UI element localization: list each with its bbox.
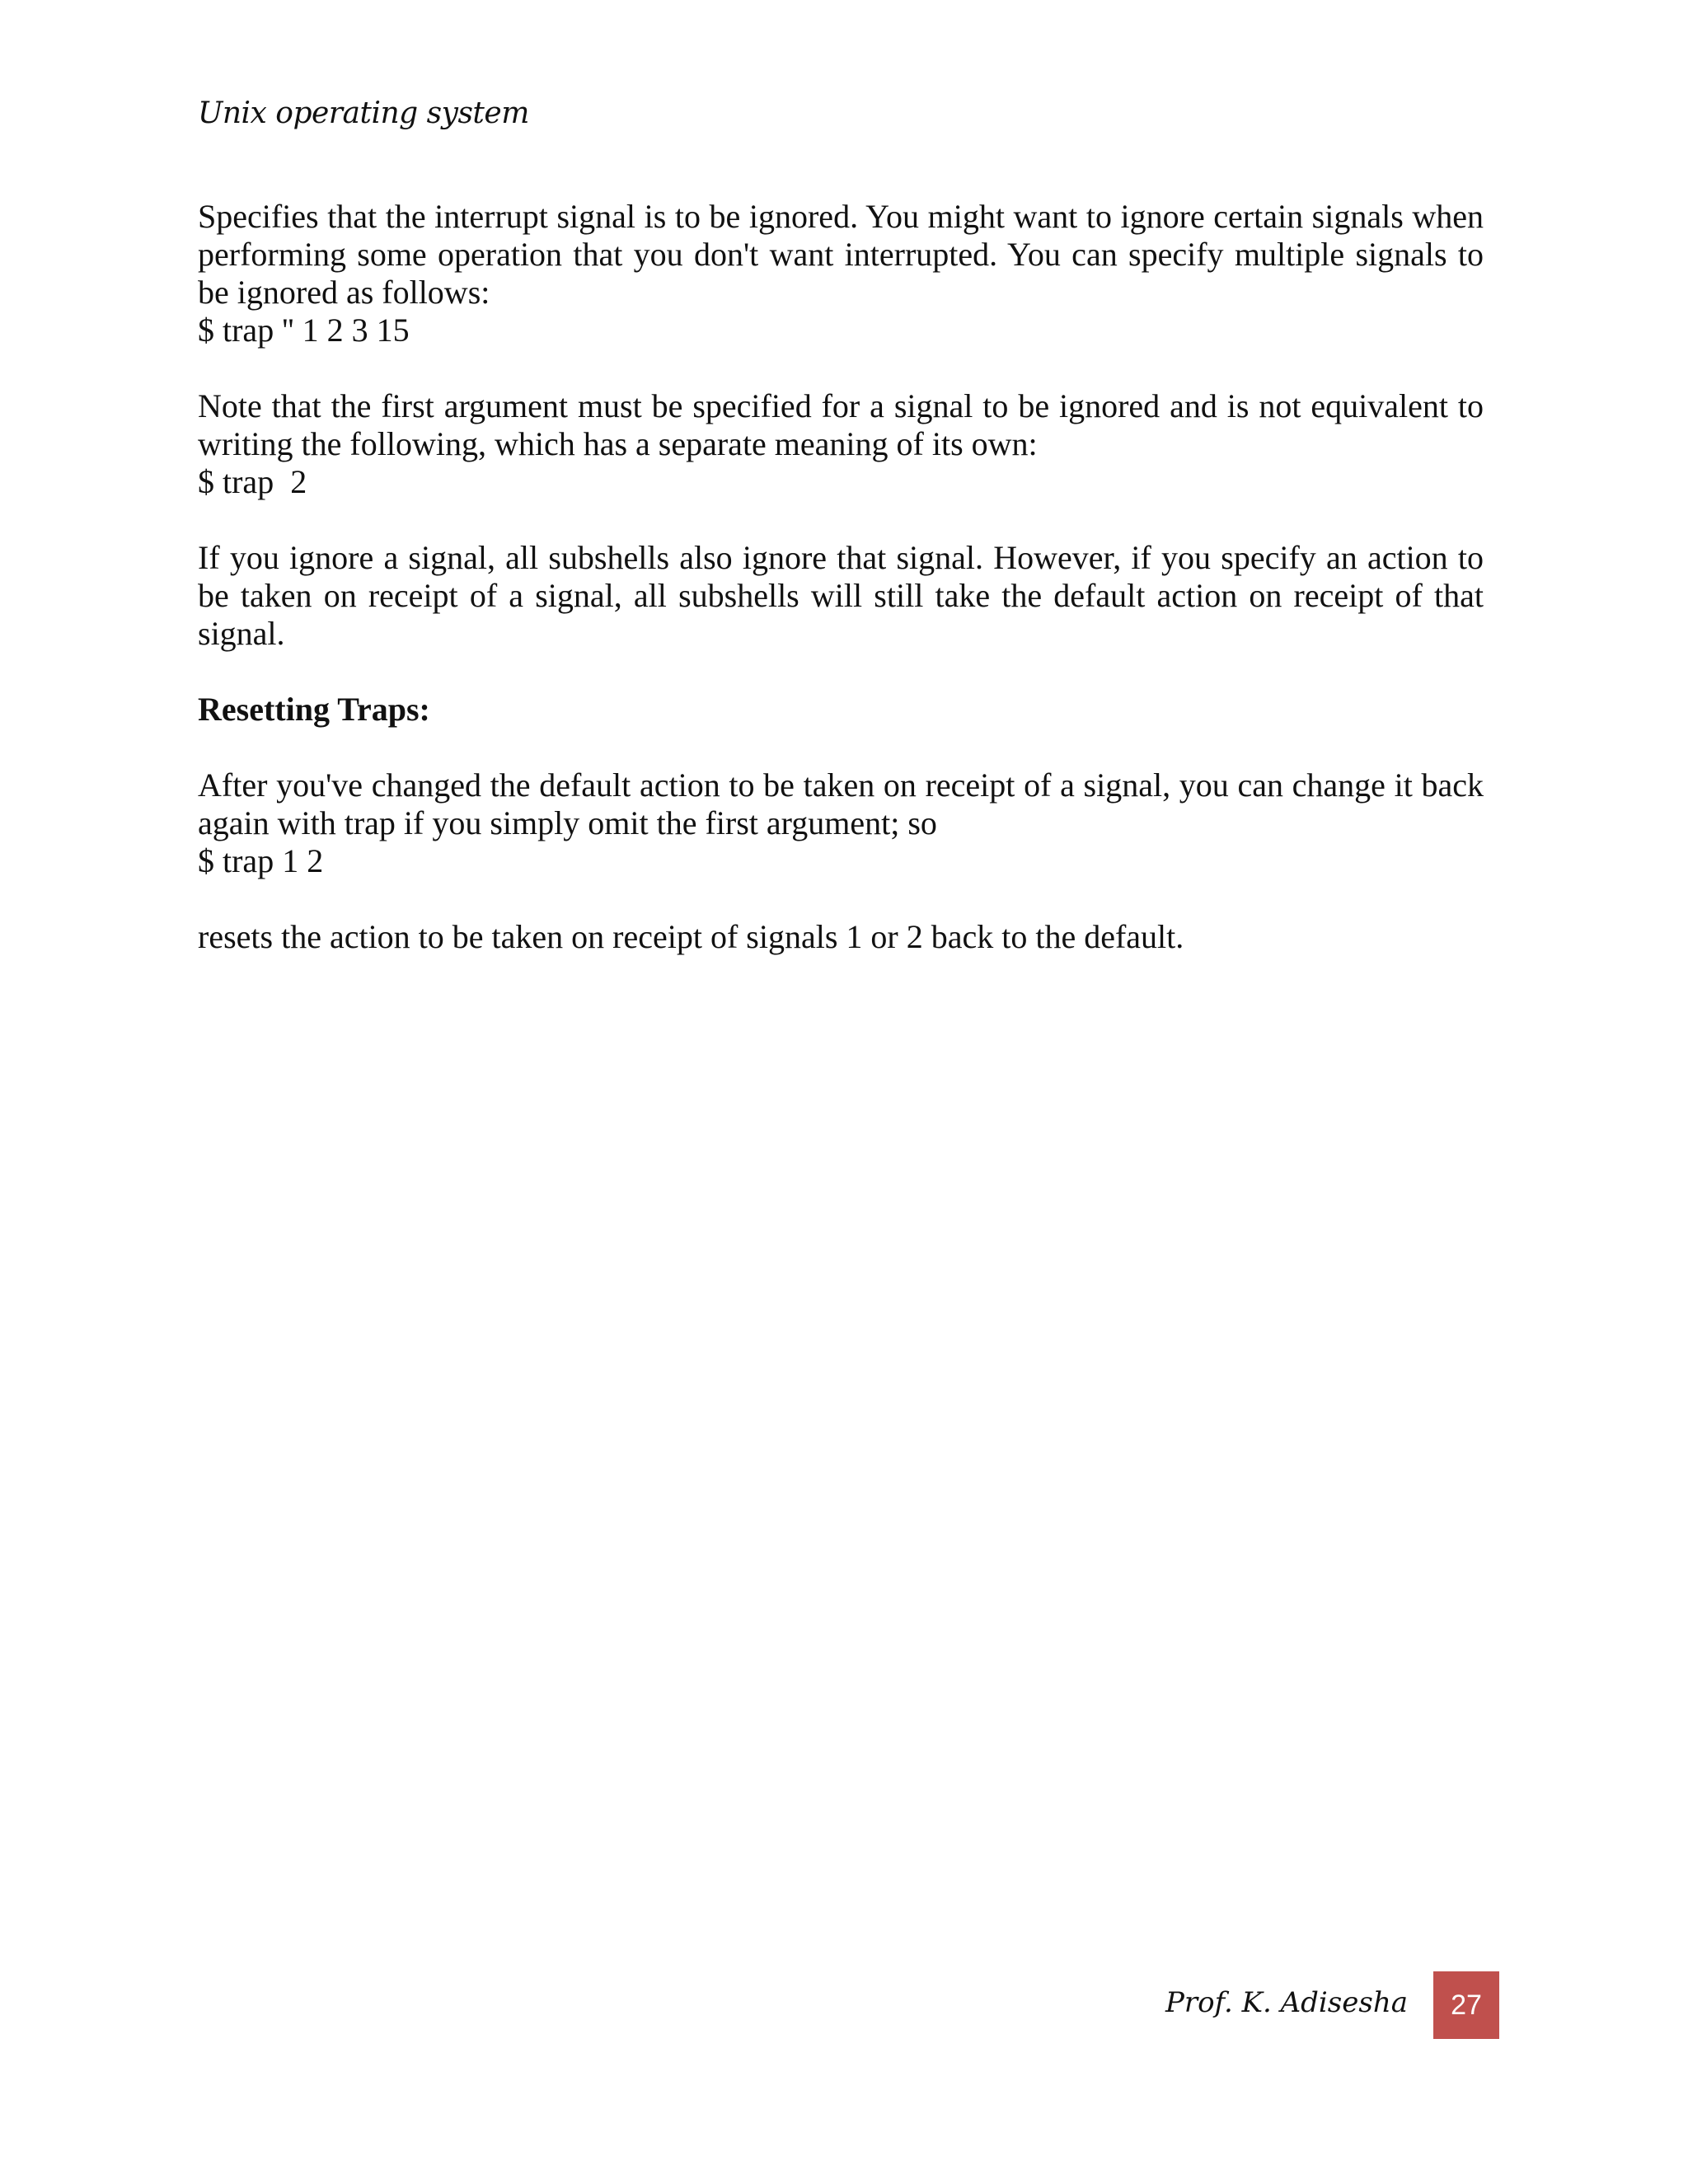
paragraph-reset-result: resets the action to be taken on receipt of signals 1 or 2 back to the default.	[198, 918, 1184, 955]
page-number-badge	[1433, 1971, 1499, 2039]
paragraph-first-argument-note: Note that the first argument must be specified for a signal to be ignored and is not equivalent to writing the following, which has a separate meaning of its own:	[198, 387, 1484, 462]
section-heading-resetting-traps: Resetting Traps:	[198, 691, 430, 728]
code-trap-multiple-signals: $ trap '' 1 2 3 15	[198, 312, 410, 349]
code-trap-1-2: $ trap 1 2	[198, 842, 324, 879]
paragraph-subshells: If you ignore a signal, all subshells also ignore that signal. However, if you specify an action to be taken on receipt of a signal, all subshells will still take the default action on receipt of that signal.	[198, 539, 1484, 652]
paragraph-ignore-signals: Specifies that the interrupt signal is to be ignored. You might want to ignore certain signals when performing some operation that you don't want interrupted. You can specify multiple signals to be ignored as follows:	[198, 198, 1484, 311]
code-trap-2: $ trap 2	[198, 463, 307, 500]
running-header: Unix operating system	[198, 96, 529, 130]
paragraph-reset-trap: After you've changed the default action to be taken on receipt of a signal, you can change it back again with trap if you simply omit the first argument; so	[198, 766, 1484, 841]
page-number: 27	[1451, 1989, 1482, 2021]
footer-author: Prof. K. Adisesha	[1165, 1986, 1408, 2019]
